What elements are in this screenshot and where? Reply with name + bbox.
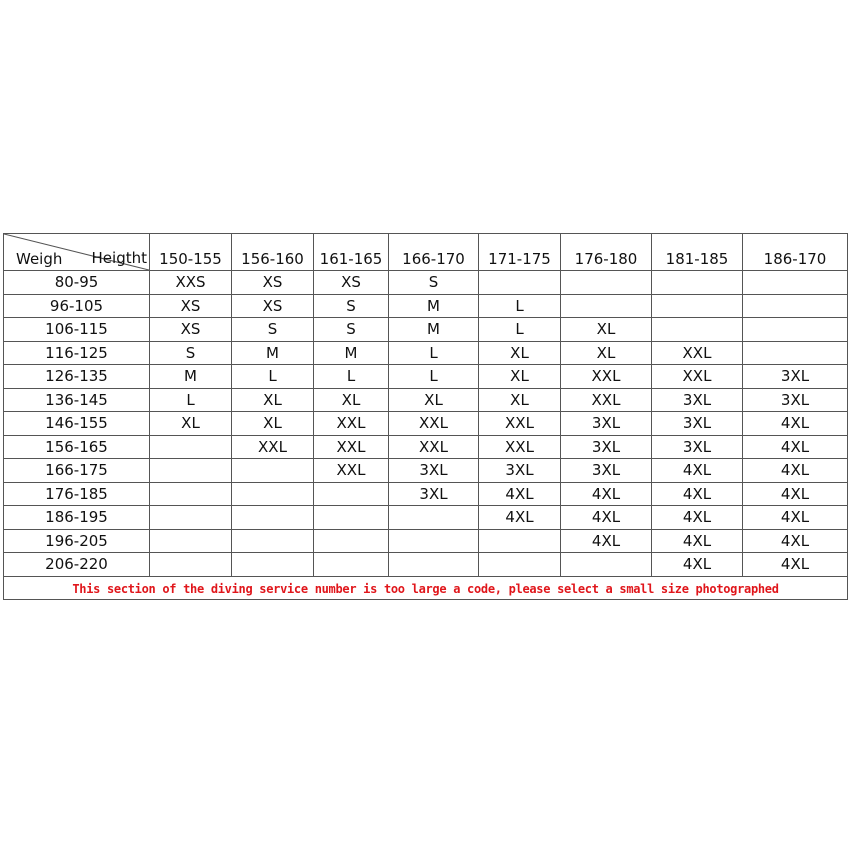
- size-cell: 4XL: [561, 506, 652, 530]
- size-cell: [561, 271, 652, 295]
- weight-range-cell: 166-175: [4, 459, 150, 483]
- size-cell: L: [150, 388, 232, 412]
- size-cell: 4XL: [652, 506, 743, 530]
- size-cell: XL: [232, 412, 314, 436]
- size-table-body: [4, 271, 848, 577]
- size-cell: XXL: [314, 459, 389, 483]
- size-cell: 3XL: [561, 459, 652, 483]
- size-cell: 4XL: [561, 529, 652, 553]
- column-header: 186-170: [743, 234, 848, 271]
- size-cell: S: [314, 294, 389, 318]
- size-cell: 4XL: [743, 412, 848, 436]
- size-cell: XL: [479, 388, 561, 412]
- size-cell: [314, 482, 389, 506]
- size-cell: XS: [150, 318, 232, 342]
- size-cell: [743, 294, 848, 318]
- size-cell: M: [389, 294, 479, 318]
- size-cell: 3XL: [479, 459, 561, 483]
- size-cell: XS: [150, 294, 232, 318]
- size-cell: [561, 294, 652, 318]
- note-row: [4, 576, 848, 600]
- size-cell: 4XL: [652, 459, 743, 483]
- size-cell: 4XL: [743, 482, 848, 506]
- weight-range-cell: 136-145: [4, 388, 150, 412]
- corner-cell: [4, 234, 150, 271]
- size-cell: 3XL: [743, 388, 848, 412]
- size-cell: 4XL: [652, 482, 743, 506]
- size-cell: 3XL: [561, 412, 652, 436]
- column-header: 150-155: [150, 234, 232, 271]
- weight-range-cell: 196-205: [4, 529, 150, 553]
- table-row: [4, 459, 848, 483]
- height-axis-label: Heigtht: [91, 249, 147, 267]
- size-cell: XXL: [652, 365, 743, 389]
- size-cell: XXL: [479, 435, 561, 459]
- size-cell: [150, 529, 232, 553]
- size-cell: S: [314, 318, 389, 342]
- size-cell: 4XL: [652, 553, 743, 577]
- size-cell: XL: [389, 388, 479, 412]
- size-cell: [743, 271, 848, 295]
- size-cell: [232, 482, 314, 506]
- size-cell: [232, 459, 314, 483]
- size-cell: XL: [150, 412, 232, 436]
- size-cell: XL: [479, 365, 561, 389]
- size-cell: 4XL: [743, 529, 848, 553]
- size-cell: L: [232, 365, 314, 389]
- size-cell: XXL: [389, 412, 479, 436]
- size-cell: M: [232, 341, 314, 365]
- size-cell: XXL: [314, 435, 389, 459]
- size-cell: XXL: [561, 388, 652, 412]
- size-cell: [743, 318, 848, 342]
- size-cell: XXL: [314, 412, 389, 436]
- size-cell: [743, 341, 848, 365]
- size-chart-table: [3, 233, 848, 600]
- size-cell: [232, 553, 314, 577]
- weight-range-cell: 206-220: [4, 553, 150, 577]
- size-cell: 4XL: [479, 506, 561, 530]
- size-cell: 4XL: [743, 459, 848, 483]
- size-cell: L: [314, 365, 389, 389]
- weight-range-cell: 80-95: [4, 271, 150, 295]
- size-cell: 3XL: [389, 482, 479, 506]
- size-cell: XXL: [389, 435, 479, 459]
- size-cell: [389, 553, 479, 577]
- size-cell: 3XL: [652, 435, 743, 459]
- size-cell: S: [389, 271, 479, 295]
- column-header: 161-165: [314, 234, 389, 271]
- size-cell: [479, 271, 561, 295]
- size-cell: XL: [479, 341, 561, 365]
- table-row: [4, 553, 848, 577]
- size-cell: 4XL: [479, 482, 561, 506]
- size-cell: [652, 294, 743, 318]
- size-cell: [150, 553, 232, 577]
- size-cell: [479, 553, 561, 577]
- size-cell: XL: [232, 388, 314, 412]
- weight-range-cell: 106-115: [4, 318, 150, 342]
- column-header: 171-175: [479, 234, 561, 271]
- size-cell: XXL: [232, 435, 314, 459]
- size-cell: [479, 529, 561, 553]
- size-cell: [652, 318, 743, 342]
- weight-range-cell: 126-135: [4, 365, 150, 389]
- column-header: 166-170: [389, 234, 479, 271]
- size-cell: M: [389, 318, 479, 342]
- table-row: [4, 412, 848, 436]
- size-cell: [314, 506, 389, 530]
- size-cell: S: [150, 341, 232, 365]
- size-cell: XXL: [652, 341, 743, 365]
- size-cell: [232, 506, 314, 530]
- size-cell: L: [479, 294, 561, 318]
- size-cell: M: [150, 365, 232, 389]
- table-row: [4, 435, 848, 459]
- size-cell: [150, 506, 232, 530]
- size-cell: 3XL: [561, 435, 652, 459]
- size-cell: M: [314, 341, 389, 365]
- table-row: [4, 506, 848, 530]
- table-row: [4, 294, 848, 318]
- size-cell: S: [232, 318, 314, 342]
- weight-axis-label: Weigh: [16, 250, 63, 268]
- column-header: 181-185: [652, 234, 743, 271]
- size-cell: XL: [561, 341, 652, 365]
- size-cell: [652, 271, 743, 295]
- size-note: This section of the diving service number is too large a code, please select a small size photographed: [72, 581, 779, 596]
- size-cell: 3XL: [652, 388, 743, 412]
- column-header: 176-180: [561, 234, 652, 271]
- table-row: [4, 482, 848, 506]
- weight-range-cell: 146-155: [4, 412, 150, 436]
- size-cell: [314, 553, 389, 577]
- table-row: [4, 271, 848, 295]
- size-cell: [150, 435, 232, 459]
- size-cell: [150, 482, 232, 506]
- size-cell: L: [389, 341, 479, 365]
- size-cell: [561, 553, 652, 577]
- header-row: [4, 234, 848, 271]
- size-cell: [314, 529, 389, 553]
- size-cell: XL: [561, 318, 652, 342]
- weight-range-cell: 96-105: [4, 294, 150, 318]
- size-cell: XXS: [150, 271, 232, 295]
- size-cell: 4XL: [743, 506, 848, 530]
- size-cell: XL: [314, 388, 389, 412]
- note-cell: [4, 576, 848, 600]
- weight-range-cell: 176-185: [4, 482, 150, 506]
- size-cell: 4XL: [743, 435, 848, 459]
- size-cell: [232, 529, 314, 553]
- size-cell: 3XL: [389, 459, 479, 483]
- table-row: [4, 365, 848, 389]
- weight-range-cell: 186-195: [4, 506, 150, 530]
- size-cell: 4XL: [743, 553, 848, 577]
- weight-range-cell: 116-125: [4, 341, 150, 365]
- size-cell: XXL: [479, 412, 561, 436]
- size-cell: XXL: [561, 365, 652, 389]
- size-cell: [389, 529, 479, 553]
- size-cell: XS: [232, 294, 314, 318]
- table-row: [4, 529, 848, 553]
- size-cell: 3XL: [652, 412, 743, 436]
- table-row: [4, 388, 848, 412]
- size-cell: L: [389, 365, 479, 389]
- size-cell: [150, 459, 232, 483]
- size-cell: 4XL: [652, 529, 743, 553]
- size-cell: XS: [232, 271, 314, 295]
- size-cell: [389, 506, 479, 530]
- size-cell: XS: [314, 271, 389, 295]
- table-row: [4, 341, 848, 365]
- size-cell: 3XL: [743, 365, 848, 389]
- size-cell: L: [479, 318, 561, 342]
- size-cell: 4XL: [561, 482, 652, 506]
- weight-range-cell: 156-165: [4, 435, 150, 459]
- column-header: 156-160: [232, 234, 314, 271]
- table-row: [4, 318, 848, 342]
